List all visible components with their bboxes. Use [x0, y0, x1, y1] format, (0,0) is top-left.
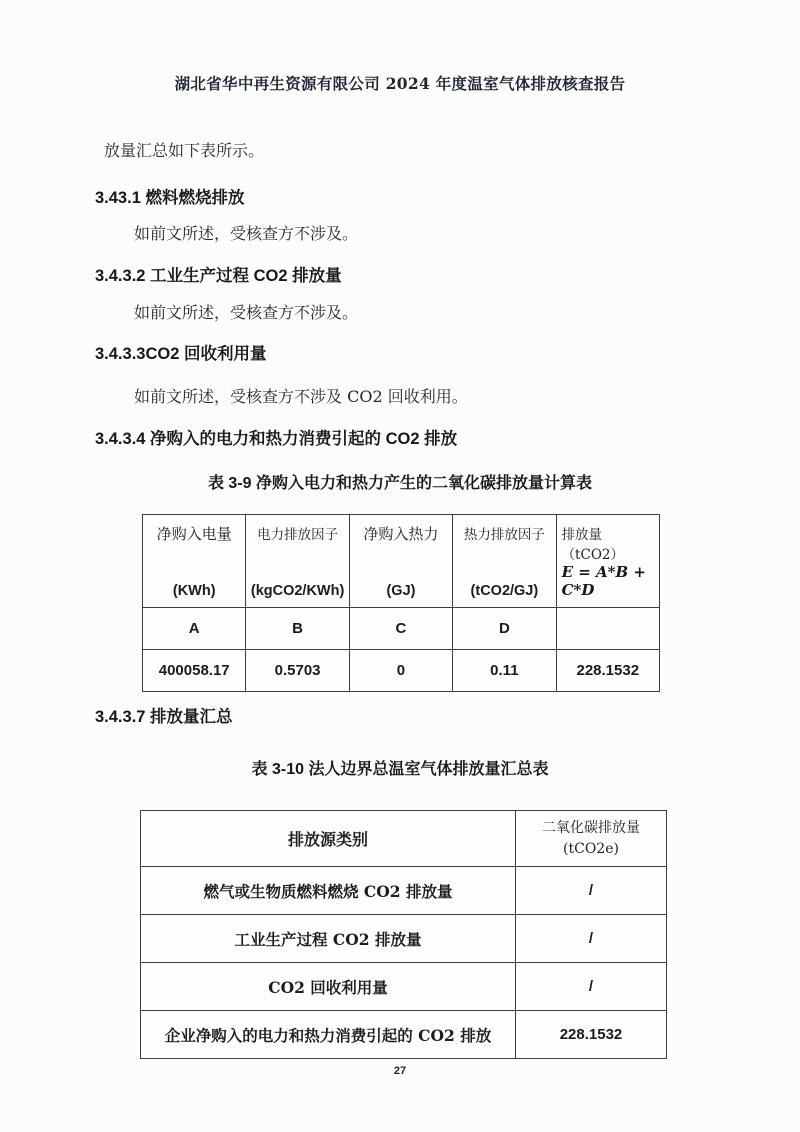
paragraph-co2-recovery: 如前文所述，受核查方不涉及 CO2 回收利用。 — [134, 387, 468, 406]
t310-value-recovery: / — [516, 963, 667, 1011]
t39-header-electricity-unit: (KWh) — [172, 583, 216, 599]
intro-paragraph: 放量汇总如下表所示。 — [104, 141, 265, 160]
t39-symbol-c: C — [349, 608, 452, 650]
table-3-10 — [140, 810, 667, 1059]
table-3-9-title: 表 3-9 净购入电力和热力产生的二氧化碳排放量计算表 — [207, 475, 593, 492]
paragraph-industrial-process: 如前文所述，受核查方不涉及。 — [134, 303, 359, 322]
t310-category-purchased: 企业净购入的电力和热力消费引起的 CO2 排放 — [141, 1011, 516, 1059]
table-3-10-row-fuel — [141, 867, 667, 915]
t39-header-electricity — [143, 515, 246, 608]
t310-header-source-category-label: 排放源类别 — [287, 830, 368, 849]
table-3-10-row-industrial — [141, 915, 667, 963]
t39-header-heat-unit: (GJ) — [386, 583, 416, 599]
table-3-10-row-purchased — [141, 1011, 667, 1059]
table-3-10-row-recovery — [141, 963, 667, 1011]
table-3-9 — [142, 514, 660, 692]
t310-header-co2-emission-unit: (tCO2e) — [563, 840, 619, 857]
section-heading-purchased-electricity-heat: 3.4.3.4 净购入的电力和热力消费引起的 CO2 排放 — [95, 430, 458, 448]
page-number: 27 — [393, 1065, 407, 1077]
t39-header-heat-factor-label: 热力排放因子 — [463, 527, 545, 543]
t39-header-electricity-factor — [246, 515, 349, 608]
t39-header-emission-formula: E = A*B + C*D — [561, 563, 646, 599]
table-3-10-title: 表 3-10 法人边界总温室气体排放量汇总表 — [251, 761, 549, 778]
t39-header-emission-label: 排放量（tCO2） — [561, 527, 624, 563]
section-heading-industrial-process: 3.4.3.2 工业生产过程 CO2 排放量 — [95, 267, 342, 285]
t39-value-electricity: 400058.17 — [143, 650, 246, 692]
t310-value-industrial: / — [516, 915, 667, 963]
table-3-9-value-row — [143, 650, 660, 692]
t39-header-electricity-factor-unit: (kgCO2/KWh) — [250, 583, 345, 599]
section-heading-co2-recovery: 3.4.3.3CO2 回收利用量 — [95, 345, 267, 363]
t39-header-heat-factor — [453, 515, 556, 608]
t310-header-source-category — [141, 811, 516, 867]
table-3-9-symbol-row — [143, 608, 660, 650]
t39-value-heat-factor: 0.11 — [453, 650, 556, 692]
t310-value-purchased: 228.1532 — [516, 1011, 667, 1059]
t39-symbol-b: B — [246, 608, 349, 650]
t310-header-co2-emission — [516, 811, 667, 867]
table-3-10-header-row — [141, 811, 667, 867]
t39-value-heat: 0 — [349, 650, 452, 692]
t39-header-heat-label: 净购入热力 — [363, 525, 439, 543]
t39-symbol-e — [556, 608, 659, 650]
t39-value-emission: 228.1532 — [556, 650, 659, 692]
paragraph-fuel-combustion: 如前文所述，受核查方不涉及。 — [134, 224, 359, 243]
t39-value-electricity-factor: 0.5703 — [246, 650, 349, 692]
t39-symbol-d: D — [453, 608, 556, 650]
t310-category-fuel: 燃气或生物质燃料燃烧 CO2 排放量 — [141, 867, 516, 915]
t39-header-emission — [556, 515, 659, 608]
t310-value-fuel: / — [516, 867, 667, 915]
t310-header-co2-emission-label: 二氧化碳排放量 — [542, 820, 640, 837]
t39-header-heat — [349, 515, 452, 608]
section-heading-fuel-combustion: 3.43.1 燃料燃烧排放 — [95, 189, 245, 207]
t39-header-heat-factor-unit: (tCO2/GJ) — [470, 583, 539, 599]
t310-category-industrial: 工业生产过程 CO2 排放量 — [141, 915, 516, 963]
t310-category-recovery: CO2 回收利用量 — [141, 963, 516, 1011]
t39-header-electricity-label: 净购入电量 — [156, 525, 232, 543]
t39-symbol-a: A — [143, 608, 246, 650]
t39-header-electricity-factor-label: 电力排放因子 — [257, 527, 339, 543]
report-header-title: 湖北省华中再生资源有限公司 2024 年度温室气体排放核查报告 — [174, 74, 626, 93]
table-3-9-header-row — [143, 515, 660, 608]
section-heading-emission-summary: 3.4.3.7 排放量汇总 — [95, 708, 233, 726]
